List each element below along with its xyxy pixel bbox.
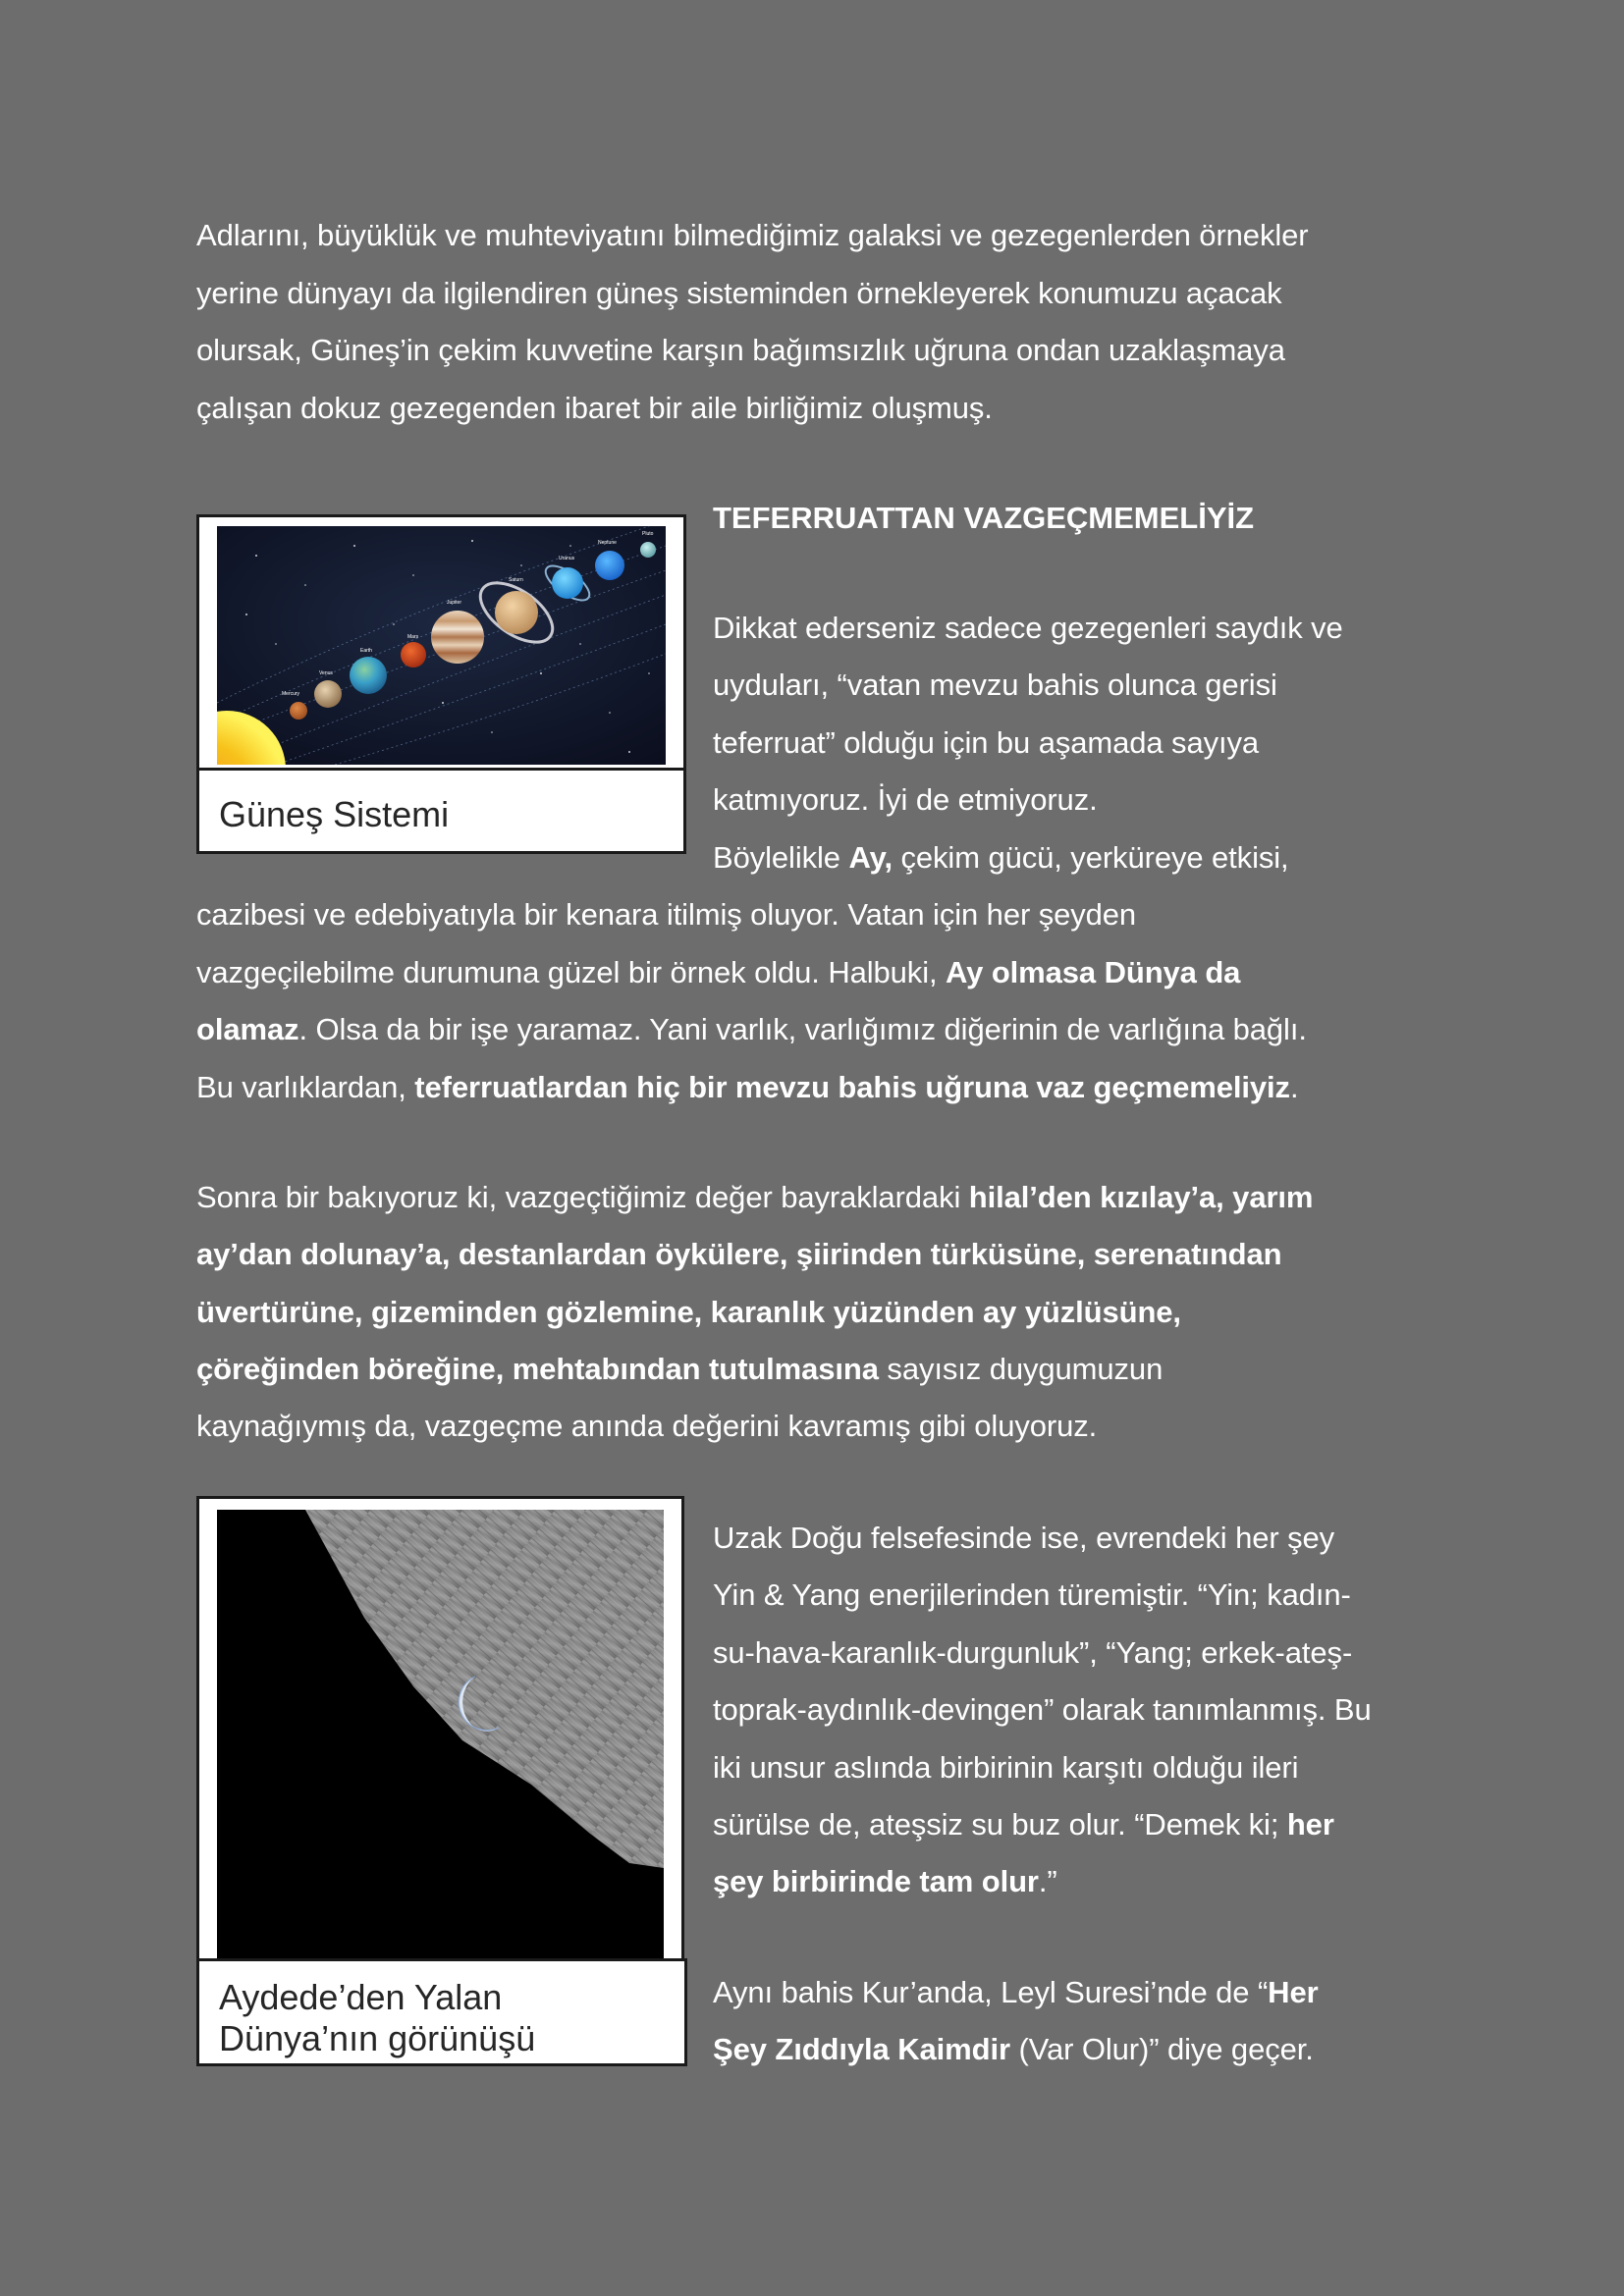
paragraph-line: [196, 1070, 1298, 1105]
paragraph-line: [713, 840, 1289, 876]
paragraph-line: [196, 1012, 1307, 1047]
figure-solar-system: [196, 514, 686, 772]
paragraph-line: toprak-aydınlık-devingen” olarak tanımlanmış. Bu: [713, 1692, 1372, 1727]
figure-2-caption-line: Aydede’den Yalan: [219, 1977, 503, 2017]
figure-2-caption-line: Dünya’nın görünüşü: [219, 2018, 536, 2058]
intro-line: Adlarını, büyüklük ve muhteviyatını bilmediğimiz galaksi ve gezegenlerden örnekler: [196, 218, 1309, 252]
bold-text-run: hilal’den kızılay’a, yarım: [968, 1180, 1314, 1214]
bold-text-run: Şey Zıddıyla Kaimdir: [713, 2032, 1010, 2066]
intro-line: olursak, Güneş’in çekim kuvvetine karşın bağımsızlık uğruna ondan uzaklaşmaya: [196, 333, 1285, 367]
earthrise-image: [217, 1510, 664, 1960]
planet-label: Uranus: [559, 556, 575, 561]
text-run: Böylelikle: [713, 840, 849, 875]
paragraph-line: kaynağıymış da, vazgeçme anında değerini kavramış gibi oluyoruz.: [196, 1409, 1098, 1443]
paragraph-line: [713, 1975, 1319, 2010]
bold-text-run: her: [1286, 1807, 1334, 1842]
text-run: Sonra bir bakıyoruz ki, vazgeçtiğimiz değer bayraklardaki: [196, 1180, 969, 1214]
text-run: (Var Olur)” diye geçer.: [1009, 2032, 1314, 2066]
paragraph-line: Yin & Yang enerjilerinden türemiştir. “Yin; kadın-: [713, 1577, 1351, 1612]
planet-mercury: [290, 702, 307, 720]
section-heading: TEFERRUATTAN VAZGEÇMEMELİYİZ: [713, 501, 1255, 535]
bold-text-run: çöreğinden böreğine, mehtabından tutulmasına: [196, 1352, 879, 1386]
bold-text-run: teferruatlardan hiç bir mevzu bahis uğruna vaz geçmemeliyiz: [414, 1070, 1290, 1104]
text-run: . Olsa da bir işe yaramaz. Yani varlık, varlığımız diğerinin de varlığına bağlı.: [298, 1012, 1307, 1046]
planet-label: Neptune: [598, 540, 617, 546]
paragraph-line: [713, 1864, 1057, 1899]
planet-uranus: [552, 567, 583, 599]
bold-text-run: şey birbirinde tam olur: [713, 1864, 1039, 1898]
bold-text-run: olamaz: [196, 1012, 299, 1046]
bold-text-run: Ay,: [848, 840, 893, 875]
text-run: vazgeçilebilme durumuna güzel bir örnek oldu. Halbuki,: [196, 955, 947, 989]
intro-line: çalışan dokuz gezegenden ibaret bir aile birliğimiz oluşmuş.: [196, 391, 993, 425]
planet-label: Jupiter: [447, 600, 462, 606]
planet-saturn: [495, 591, 538, 634]
solar-system-image: [217, 526, 666, 765]
paragraph-line: iki unsur aslında birbirinin karşıtı olduğu ileri: [713, 1750, 1299, 1785]
paragraph-line: katmıyoruz. İyi de etmiyoruz.: [713, 782, 1098, 817]
figure-2-caption-box: [196, 1958, 687, 2066]
figure-1-caption-box: [196, 768, 686, 854]
paragraph-line: ay’dan dolunay’a, destanlardan öykülere, şiirinden türküsüne, serenatından: [196, 1237, 1282, 1271]
planet-earth: [350, 657, 387, 694]
bold-text-run: Ay olmasa Dünya da: [946, 955, 1241, 989]
paragraph-line: Dikkat ederseniz sadece gezegenleri saydık ve: [713, 611, 1343, 645]
paragraph-line: [196, 1352, 1163, 1387]
text-run: sayısız duygumuzun: [878, 1352, 1164, 1386]
paragraph-line: [196, 1180, 1313, 1215]
paragraph-line: [713, 2032, 1314, 2067]
paragraph-line: su-hava-karanlık-durgunluk”, “Yang; erkek-ateş-: [713, 1635, 1353, 1670]
planet-neptune: [595, 551, 624, 580]
planet-venus: [314, 680, 342, 708]
planet-pluto: [640, 542, 656, 558]
paragraph-line: cazibesi ve edebiyatıyla bir kenara itilmiş oluyor. Vatan için her şeyden: [196, 897, 1137, 932]
figure-1-caption: Güneş Sistemi: [219, 794, 450, 834]
text-run: Bu varlıklardan,: [196, 1070, 415, 1104]
text-run: Aynı bahis Kur’anda, Leyl Suresi’nde de “: [713, 1975, 1269, 2009]
paragraph-line: [196, 955, 1240, 990]
planet-label: Earth: [360, 648, 372, 654]
planet-jupiter: [431, 611, 484, 664]
planet-mars: [401, 642, 426, 667]
planet-label: Mars: [407, 634, 419, 640]
intro-line: yerine dünyayı da ilgilendiren güneş sisteminden örnekleyerek konumuzu açacak: [196, 276, 1282, 310]
text-run: sürülse de, ateşsiz su buz olur. “Demek ki;: [713, 1807, 1287, 1842]
paragraph-line: uyduları, “vatan mevzu bahis olunca gerisi: [713, 667, 1277, 702]
paragraph-line: [713, 1807, 1334, 1842]
bold-text-run: Her: [1268, 1975, 1319, 2009]
paragraph-line: üvertürüne, gizeminden gözlemine, karanlık yüzünden ay yüzlüsüne,: [196, 1295, 1181, 1329]
planet-label: Venus: [319, 670, 333, 676]
paragraph-line: teferruat” olduğu için bu aşamada sayıya: [713, 725, 1260, 760]
paragraph-line: Uzak Doğu felsefesinde ise, evrendeki her şey: [713, 1521, 1335, 1555]
planet-label: Pluto: [642, 531, 654, 537]
figure-earthrise: [196, 1496, 684, 1961]
text-run: .”: [1038, 1864, 1057, 1898]
planet-label: Saturn: [509, 577, 523, 583]
planet-label: Mercury: [282, 691, 300, 697]
text-run: .: [1289, 1070, 1299, 1104]
text-run: çekim gücü, yerküreye etkisi,: [892, 840, 1289, 875]
